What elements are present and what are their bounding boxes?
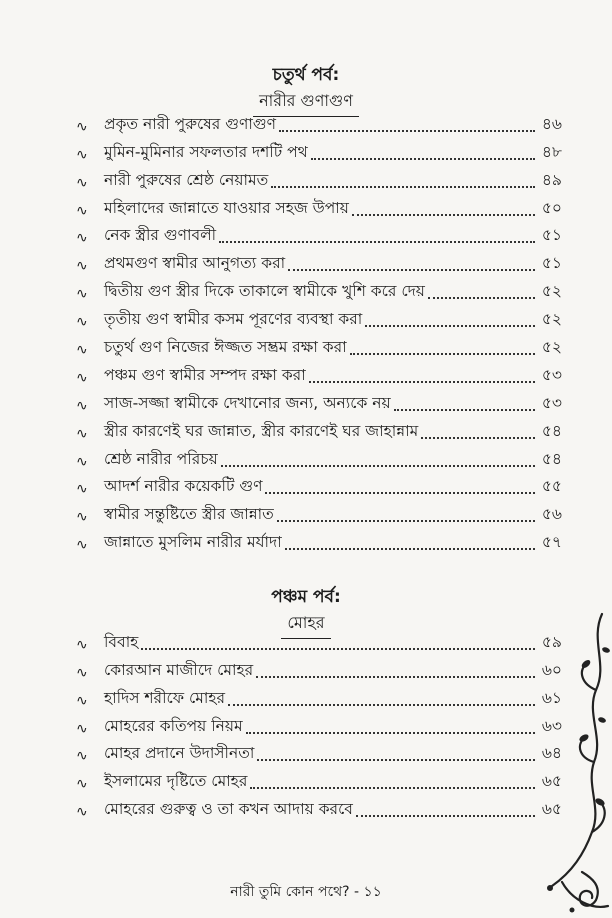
dot-leader	[250, 787, 535, 789]
toc-entry	[76, 333, 562, 361]
toc-entry	[76, 767, 562, 795]
scroll-flourish-icon: ∿	[76, 748, 88, 765]
toc-entry	[76, 166, 562, 194]
toc-entry-page: ৬০	[541, 660, 562, 679]
scroll-flourish-icon: ∿	[76, 453, 88, 470]
toc-entry-page: ৫৩	[541, 365, 562, 384]
toc-entry	[76, 712, 562, 740]
scroll-flourish-icon: ∿	[76, 425, 88, 442]
toc-entry	[76, 138, 562, 166]
toc-entry-page: ৬৪	[541, 744, 562, 763]
toc-entry-page: ৫৪	[541, 449, 562, 468]
toc-entry	[76, 740, 562, 768]
scroll-flourish-icon: ∿	[76, 174, 88, 191]
toc-entry-page: ৫৩	[541, 393, 562, 412]
toc-entry	[76, 528, 562, 556]
toc-entry-title: নারী পুরুষের শ্রেষ্ঠ নেয়ামত	[104, 170, 269, 189]
toc-entry-page: ৪৯	[541, 170, 562, 189]
toc-entry-page: ৫৫	[541, 477, 562, 496]
toc-entry	[76, 361, 562, 389]
scroll-flourish-icon: ∿	[76, 202, 88, 219]
scroll-flourish-icon: ∿	[76, 664, 88, 681]
toc-entry-title: মহিলাদের জান্নাতে যাওয়ার সহজ উপায়	[104, 198, 349, 217]
toc-entry-page: ৫২	[541, 310, 562, 329]
section5-toc-list	[76, 628, 562, 823]
page-footer: নারী তুমি কোন পথে? - ১১	[230, 884, 382, 900]
scroll-flourish-icon: ∿	[76, 692, 88, 709]
dot-leader	[356, 815, 535, 817]
dot-leader	[365, 325, 535, 327]
dot-leader	[279, 130, 535, 132]
dot-leader	[350, 353, 535, 355]
toc-entry-title: চতুর্থ গুণ নিজের ঈজ্জত সম্ভ্রম রক্ষা করা	[104, 338, 347, 357]
toc-entry-title: স্ত্রীর কারণেই ঘর জান্নাত, স্ত্রীর কারণেই ঘর জাহান্নাম	[104, 421, 419, 440]
toc-entry-page: ৫১	[541, 254, 562, 273]
toc-entry-title: আদর্শ নারীর কয়েকটি গুণ	[104, 477, 263, 496]
scroll-flourish-icon: ∿	[76, 397, 88, 414]
dot-leader	[256, 676, 535, 678]
dot-leader	[228, 704, 535, 706]
section5-title: পঞ্চম পর্ব:	[271, 587, 341, 607]
toc-entry-title: প্রথমগুণ স্বামীর আনুগত্য করা	[104, 254, 286, 273]
dot-leader	[309, 381, 535, 383]
scroll-flourish-icon: ∿	[76, 230, 88, 247]
toc-entry-title: নেক স্ত্রীর গুণাবলী	[104, 226, 217, 245]
toc-entry-page: ৫০	[541, 198, 562, 217]
dot-leader	[271, 186, 535, 188]
scroll-flourish-icon: ∿	[76, 776, 88, 793]
dot-leader	[428, 297, 535, 299]
toc-entry-title: শ্রেষ্ঠ নারীর পরিচয়	[104, 449, 218, 468]
dot-leader	[311, 158, 535, 160]
toc-entry	[76, 110, 562, 138]
dot-leader	[421, 437, 535, 439]
dot-leader	[352, 214, 535, 216]
scroll-flourish-icon: ∿	[76, 720, 88, 737]
toc-entry-title: মোহরের কতিপয় নিয়ম	[104, 716, 243, 735]
toc-entry-title: ইসলামের দৃষ্টিতে মোহর	[104, 772, 248, 791]
toc-entry-page: ৫৯	[541, 632, 562, 651]
toc-entry-page: ৫২	[541, 338, 562, 357]
toc-entry-title: তৃতীয় গুণ স্বামীর কসম পূরণের ব্যবস্থা করা	[104, 310, 363, 329]
scroll-flourish-icon: ∿	[76, 258, 88, 275]
toc-entry-page: ৬৫	[541, 772, 562, 791]
toc-entry	[76, 389, 562, 417]
toc-entry-title: জান্নাতে মুসলিম নারীর মর্যাদা	[104, 533, 282, 552]
scroll-flourish-icon: ∿	[76, 286, 88, 303]
scroll-flourish-icon: ∿	[76, 342, 88, 359]
toc-entry-title: হাদিস শরীফে মোহর	[104, 688, 226, 707]
toc-entry-title: স্বামীর সন্তুষ্টিতে স্ত্রীর জান্নাত	[104, 505, 274, 524]
toc-entry	[76, 473, 562, 501]
scroll-flourish-icon: ∿	[76, 118, 88, 135]
dot-leader	[257, 759, 535, 761]
dot-leader	[394, 409, 535, 411]
scroll-flourish-icon: ∿	[76, 509, 88, 526]
dot-leader	[285, 548, 535, 550]
scroll-flourish-icon: ∿	[76, 369, 88, 386]
section4-subtitle-text: নারীর গুণাগুণ	[253, 88, 359, 117]
section4-toc-list	[76, 110, 562, 556]
dot-leader	[288, 269, 535, 271]
scroll-flourish-icon: ∿	[76, 314, 88, 331]
toc-entry-page: ৫৬	[541, 505, 562, 524]
toc-entry-page: ৫২	[541, 282, 562, 301]
dot-leader	[246, 732, 535, 734]
toc-entry-page: ৬১	[541, 688, 562, 707]
dot-leader	[277, 520, 535, 522]
dot-leader	[141, 648, 535, 650]
scroll-flourish-icon: ∿	[76, 804, 88, 821]
toc-entry-page: ৬৫	[541, 800, 562, 819]
toc-entry-title: প্রকৃত নারী পুরুষের গুণাগুণ	[104, 114, 276, 133]
toc-entry-title: দ্বিতীয় গুণ স্ত্রীর দিকে তাকালে স্বামীকে খুশি করে দেয়	[104, 282, 425, 301]
toc-entry	[76, 500, 562, 528]
toc-entry	[76, 305, 562, 333]
toc-entry-title: কোরআন মাজীদে মোহর	[104, 660, 254, 679]
scroll-flourish-icon: ∿	[76, 146, 88, 163]
floral-ornament-icon	[542, 610, 612, 918]
toc-entry	[76, 628, 562, 656]
toc-entry	[76, 194, 562, 222]
toc-entry	[76, 656, 562, 684]
dot-leader	[221, 465, 535, 467]
toc-entry-title: মোহরের গুরুত্ব ও তা কখন আদায় করবে	[104, 800, 353, 819]
scroll-flourish-icon: ∿	[76, 481, 88, 498]
toc-entry-page: ৫৪	[541, 421, 562, 440]
scroll-flourish-icon: ∿	[76, 537, 88, 554]
toc-entry	[76, 222, 562, 250]
toc-entry	[76, 417, 562, 445]
toc-entry	[76, 249, 562, 277]
toc-entry-page: ৬৩	[541, 716, 562, 735]
toc-entry-title: মুমিন-মুমিনার সফলতার দশটি পথ	[104, 142, 308, 161]
toc-entry-title: পঞ্চম গুণ স্বামীর সম্পদ রক্ষা করা	[104, 365, 306, 384]
toc-entry-title: মোহর প্রদানে উদাসীনতা	[104, 744, 255, 763]
toc-entry	[76, 684, 562, 712]
toc-entry-title: বিবাহ	[104, 632, 139, 651]
toc-entry	[76, 445, 562, 473]
toc-entry	[76, 795, 562, 823]
toc-entry	[76, 277, 562, 305]
toc-entry-page: ৫১	[541, 226, 562, 245]
dot-leader	[265, 492, 535, 494]
toc-entry-page: ৫৭	[541, 533, 562, 552]
section4-title: চতুর্থ পর্ব:	[272, 65, 340, 85]
toc-entry-page: ৪৮	[541, 142, 562, 161]
scroll-flourish-icon: ∿	[76, 636, 88, 653]
toc-entry-title: সাজ-সজ্জা স্বামীকে দেখানোর জন্য, অন্যকে নয়	[104, 393, 391, 412]
section5-subtitle-text: মোহর	[281, 610, 330, 639]
dot-leader	[219, 241, 535, 243]
toc-entry-page: ৪৬	[541, 114, 562, 133]
